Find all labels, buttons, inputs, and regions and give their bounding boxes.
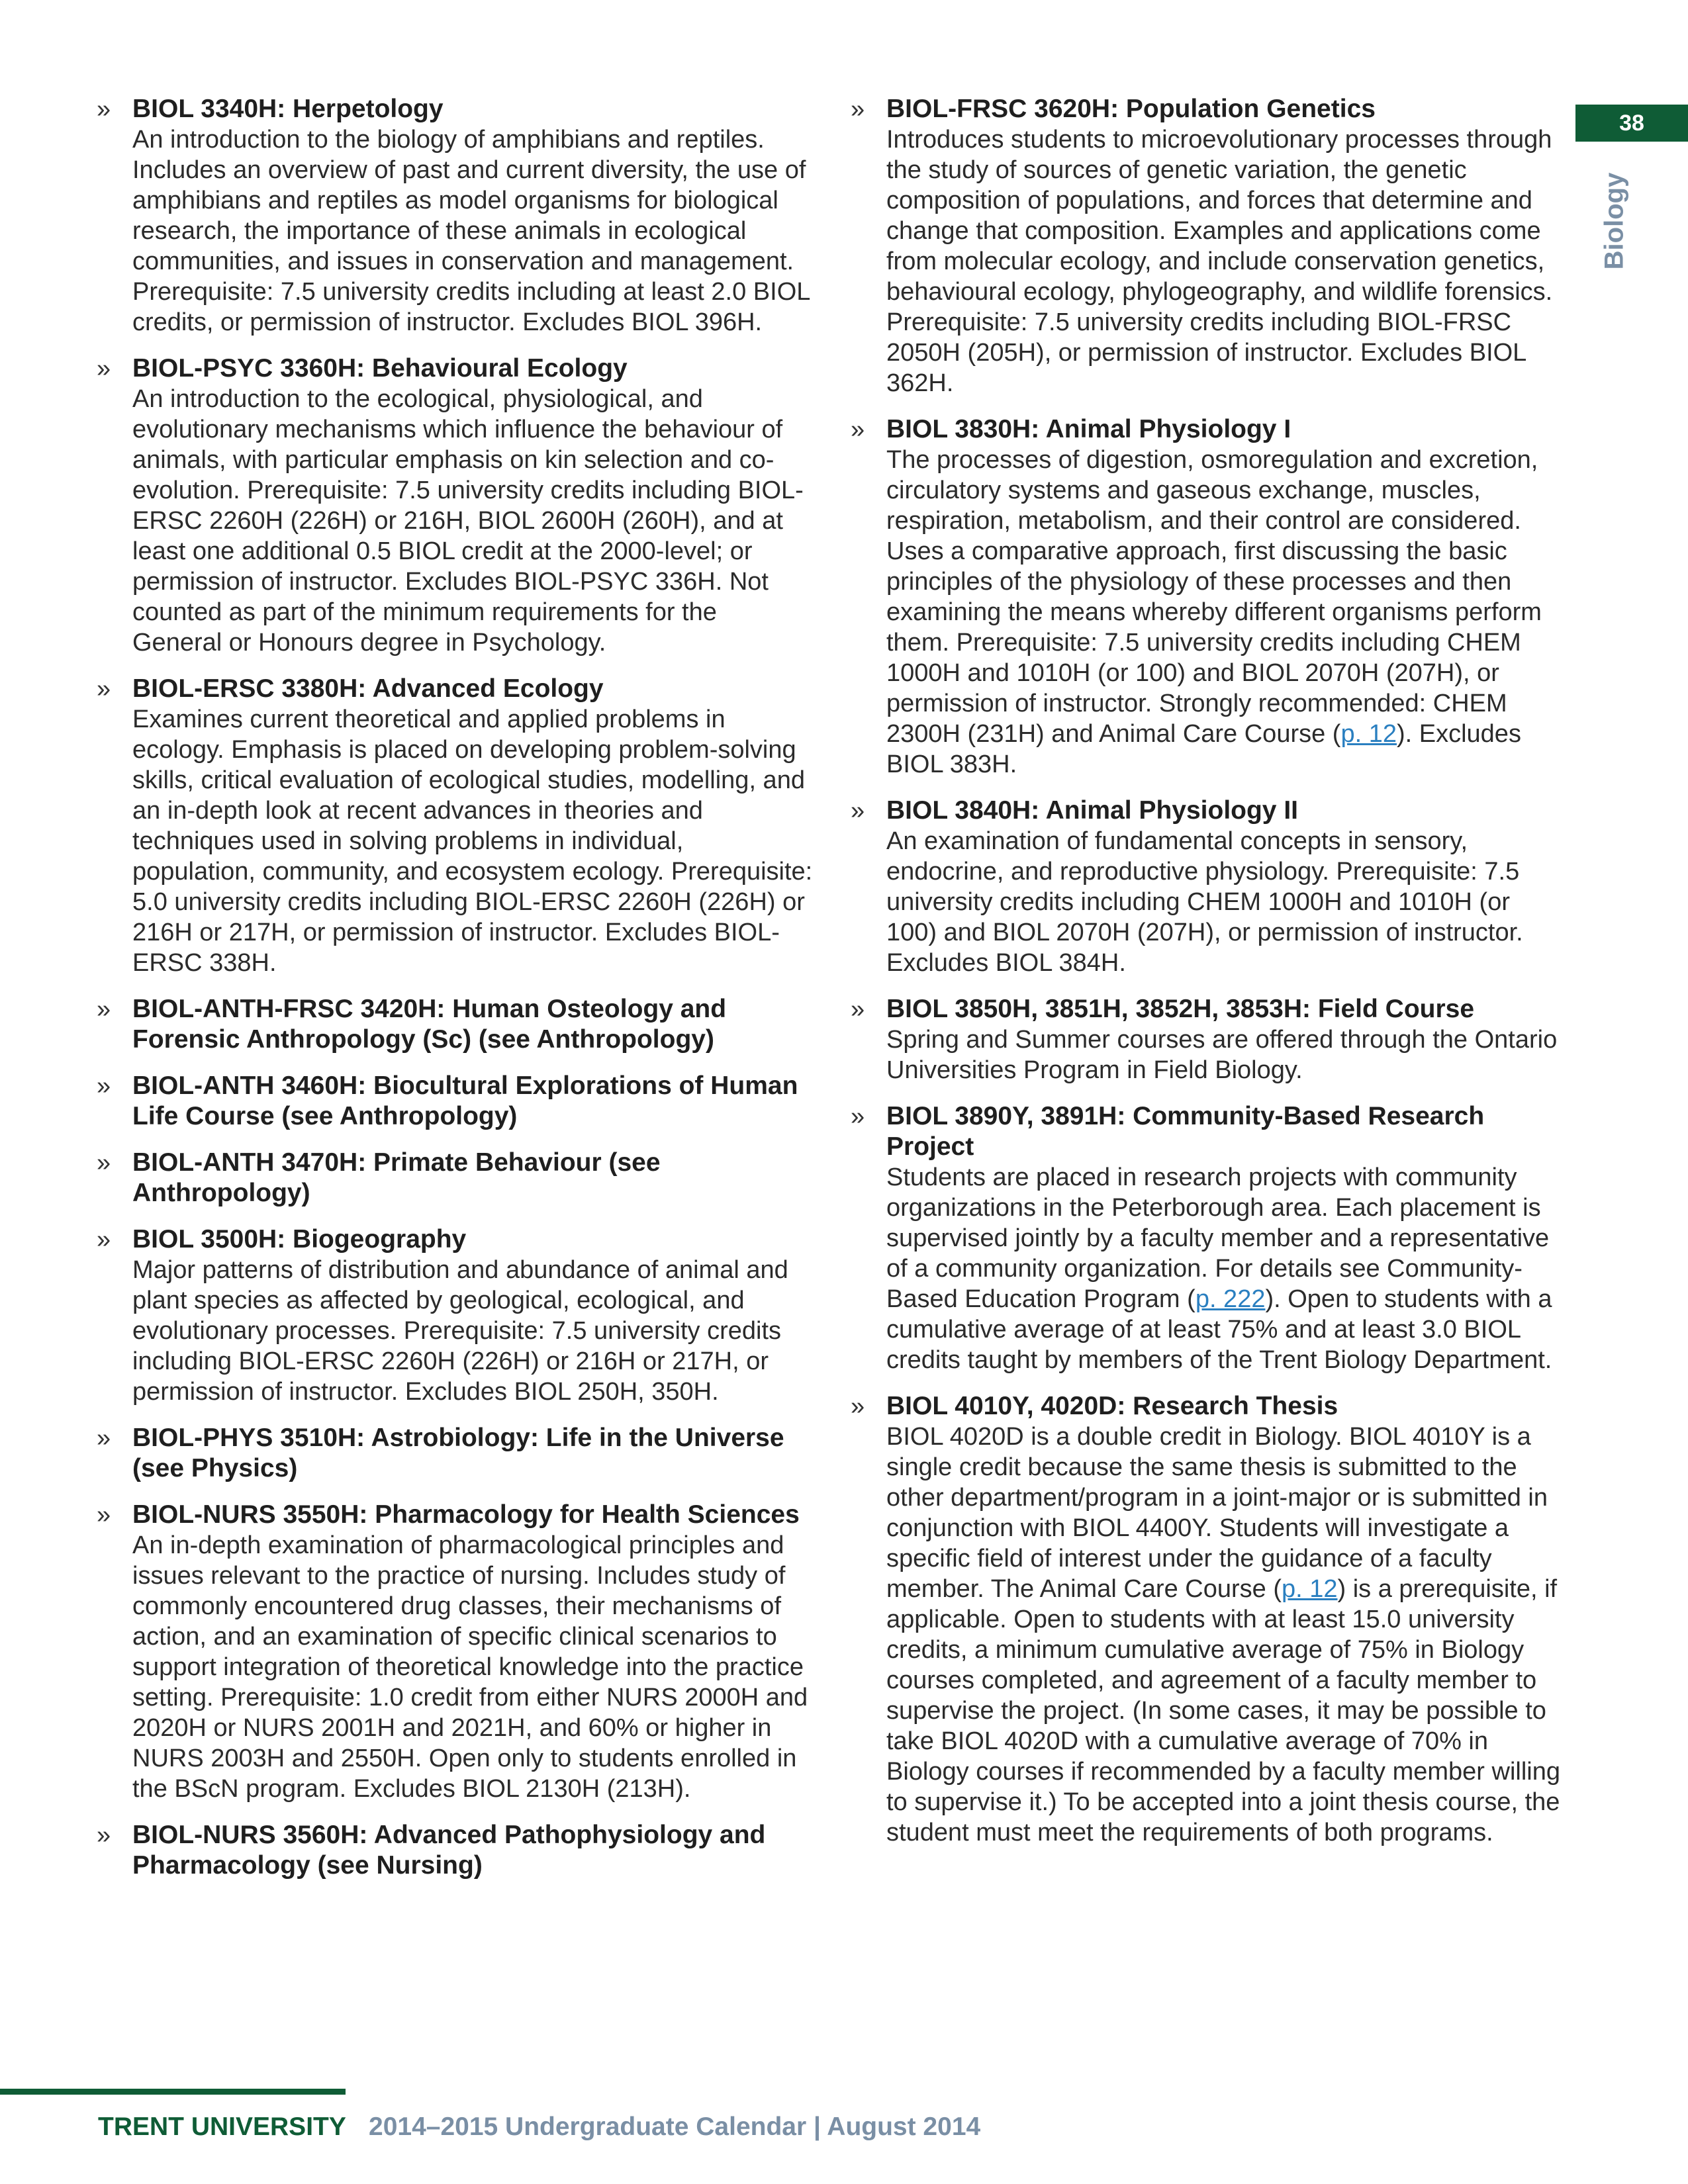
course-title: BIOL-NURS 3550H: Pharmacology for Health Sciences	[132, 1500, 800, 1529]
course-title: BIOL 3830H: Animal Physiology I	[886, 415, 1291, 443]
description-text: ) is a prerequisite, if applicable. Open to students with at least 15.0 university credits, a minimum cumulative average of 75% in Biology courses completed, and agreement of a faculty member to supervise the project. (In some cases, it may be possible to take BIOL 4020D with a cumulative average of 70% in Biology courses if recommended by a faculty member willing to supervise it.) To be accepted into a joint thesis course, the student must meet the requirements of both programs.	[886, 1575, 1560, 1846]
course-title: BIOL 3840H: Animal Physiology II	[886, 796, 1299, 825]
course-description	[886, 1422, 1564, 1848]
course-title: BIOL 3500H: Biogeography	[132, 1225, 467, 1253]
description-text: BIOL 4020D is a double credit in Biology. BIOL 4010Y is a single credit because the same thesis is submitted to the other department/program in a joint-major or is submitted in conjunction with BIOL 4400Y. Students will investigate a specific field of interest under the guidance of a faculty member. The Animal Care Course (	[886, 1423, 1548, 1603]
course-title: BIOL-ANTH-FRSC 3420H: Human Osteology and Forensic Anthropology (Sc) (see Anthropology)	[132, 995, 727, 1054]
description-text: ). Excludes BIOL 383H.	[886, 720, 1521, 778]
course-title: BIOL-ANTH 3470H: Primate Behaviour (see Anthropology)	[132, 1148, 661, 1207]
course-entry	[97, 1423, 813, 1484]
course-entry	[97, 94, 813, 338]
description-text: Spring and Summer courses are offered through the Ontario Universities Program in Field Biology.	[886, 1026, 1558, 1084]
description-text: An introduction to the biology of amphibians and reptiles. Includes an overview of past and current diversity, the use of amphibians and reptiles as model organisms for biological research, the importance of these animals in ecological communities, and issues in conservation and management. Prerequisite: 7.5 university credits including at least 2.0 BIOL credits, or permission of instructor. Excludes BIOL 396H.	[132, 126, 810, 336]
page-number: 38	[1619, 110, 1644, 136]
description-text: Examines current theoretical and applied problems in ecology. Emphasis is placed on developing problem-solving skills, critical evaluation of ecological studies, modelling, and an in-depth look at recent advances in theories and techniques used in solving problems in individual, population, community, and ecosystem ecology. Prerequisite: 5.0 university credits including BIOL-ERSC 2260H (226H) or 216H or 217H, or permission of instructor. Excludes BIOL-ERSC 338H.	[132, 705, 813, 977]
bullet-marker: »	[97, 1072, 111, 1100]
right-column	[851, 94, 1564, 1864]
course-description	[132, 704, 813, 978]
course-title: BIOL-ERSC 3380H: Advanced Ecology	[132, 674, 604, 703]
course-title: BIOL 4010Y, 4020D: Research Thesis	[886, 1392, 1338, 1420]
footer	[98, 2113, 980, 2142]
page-number-tab	[1575, 105, 1688, 142]
course-title: BIOL-PHYS 3510H: Astrobiology: Life in the Universe (see Physics)	[132, 1424, 784, 1482]
description-text: Students are placed in research projects with community organizations in the Peterborough area. Each placement is supervised jointly by a faculty member and a representative of a community organization. For details see Community-Based Education Program (	[886, 1163, 1550, 1313]
description-text: The processes of digestion, osmoregulation and excretion, circulatory systems and gaseous exchange, muscles, respiration, metabolism, and their control are considered. Uses a comparative approach, first discussing the basic principles of the physiology of these processes and then examining the means whereby different organisms perform them. Prerequisite: 7.5 university credits including CHEM 1000H and 1010H (or 100) and BIOL 2070H (207H), or permission of instructor. Strongly recommended: CHEM 2300H (231H) and Animal Care Course (	[886, 446, 1542, 748]
page-reference-link[interactable]: p. 12	[1281, 1575, 1338, 1603]
course-title: BIOL-ANTH 3460H: Biocultural Explorations of Human Life Course (see Anthropology)	[132, 1071, 798, 1130]
course-title: BIOL-PSYC 3360H: Behavioural Ecology	[132, 354, 628, 383]
course-description	[886, 1024, 1564, 1085]
description-text: Major patterns of distribution and abundance of animal and plant species as affected by geological, ecological, and evolutionary processes. Prerequisite: 7.5 university credits including BIOL-ERSC 2260H (226H) or 216H or 217H, or permission of instructor. Excludes BIOL 250H, 350H.	[132, 1256, 788, 1406]
course-description	[886, 445, 1564, 780]
course-entry	[97, 994, 813, 1055]
footer-calendar: 2014–2015 Undergraduate Calendar | August 2014	[369, 2113, 981, 2141]
course-title: BIOL 3340H: Herpetology	[132, 95, 444, 123]
course-title: BIOL-NURS 3560H: Advanced Pathophysiology and Pharmacology (see Nursing)	[132, 1821, 766, 1880]
bullet-marker: »	[97, 675, 111, 703]
description-text: An in-depth examination of pharmacological principles and issues relevant to the practice of nursing. Includes study of commonly encountered drug classes, their mechanisms of action, and an examination of specific clinical scenarios to support integration of theoretical knowledge into the practice setting. Prerequisite: 1.0 credit from either NURS 2000H and 2020H or NURS 2001H and 2021H, and 60% or higher in NURS 2003H and 2550H. Open only to students enrolled in the BScN program. Excludes BIOL 2130H (213H).	[132, 1531, 808, 1803]
course-description	[886, 124, 1564, 398]
page-reference-link[interactable]: p. 12	[1340, 720, 1397, 748]
left-column	[97, 94, 813, 1897]
course-entry	[97, 1071, 813, 1132]
course-description	[132, 1255, 813, 1407]
footer-rule	[0, 2089, 346, 2095]
bullet-marker: »	[851, 95, 865, 123]
bullet-marker: »	[851, 1392, 865, 1420]
footer-university: TRENT UNIVERSITY	[98, 2113, 346, 2141]
bullet-marker: »	[97, 1821, 111, 1849]
course-description	[886, 826, 1564, 978]
bullet-marker: »	[851, 995, 865, 1023]
course-description	[132, 1530, 813, 1804]
course-description	[132, 384, 813, 658]
bullet-marker: »	[851, 797, 865, 825]
course-entry	[97, 1500, 813, 1804]
course-entry	[97, 1148, 813, 1208]
course-description	[886, 1162, 1564, 1375]
bullet-marker: »	[97, 1424, 111, 1452]
course-entry	[851, 1391, 1564, 1848]
description-text: An examination of fundamental concepts in sensory, endocrine, and reproductive physiology. Prerequisite: 7.5 university credits including CHEM 1000H and 1010H (or 100) and BIOL 2070H (207H), or permission of instructor. Excludes BIOL 384H.	[886, 827, 1523, 977]
course-entry	[851, 94, 1564, 398]
course-entry	[851, 414, 1564, 780]
bullet-marker: »	[851, 1103, 865, 1130]
bullet-marker: »	[97, 1226, 111, 1253]
course-entry	[851, 1101, 1564, 1375]
page-reference-link[interactable]: p. 222	[1195, 1285, 1266, 1313]
bullet-marker: »	[97, 95, 111, 123]
bullet-marker: »	[97, 995, 111, 1023]
course-title: BIOL 3890Y, 3891H: Community-Based Research Project	[886, 1102, 1485, 1161]
course-entry	[851, 796, 1564, 978]
course-entry	[97, 1224, 813, 1407]
course-description	[132, 124, 813, 338]
description-text: Introduces students to microevolutionary processes through the study of sources of genetic variation, the genetic composition of populations, and forces that determine and change that composition. Examples and applications come from molecular ecology, and include conservation genetics, behavioural ecology, phylogeography, and wildlife forensics. Prerequisite: 7.5 university credits including BIOL-FRSC 2050H (205H), or permission of instructor. Excludes BIOL 362H.	[886, 126, 1553, 397]
course-title: BIOL-FRSC 3620H: Population Genetics	[886, 95, 1376, 123]
course-entry	[97, 1820, 813, 1881]
bullet-marker: »	[851, 416, 865, 443]
description-text: ). Open to students with a cumulative average of at least 75% and at least 3.0 BIOL credits taught by members of the Trent Biology Department.	[886, 1285, 1552, 1374]
section-label: Biology	[1599, 172, 1629, 270]
bullet-marker: »	[97, 1501, 111, 1529]
course-entry	[97, 674, 813, 978]
course-entry	[851, 994, 1564, 1085]
course-entry	[97, 353, 813, 658]
bullet-marker: »	[97, 355, 111, 383]
course-title: BIOL 3850H, 3851H, 3852H, 3853H: Field Course	[886, 995, 1475, 1023]
description-text: An introduction to the ecological, physiological, and evolutionary mechanisms which influence the behaviour of animals, with particular emphasis on kin selection and co-evolution. Prerequisite: 7.5 university credits including BIOL-ERSC 2260H (226H) or 216H, BIOL 2600H (260H), and at least one additional 0.5 BIOL credit at the 2000-level; or permission of instructor. Excludes BIOL-PSYC 336H. Not counted as part of the minimum requirements for the General or Honours degree in Psychology.	[132, 385, 804, 657]
bullet-marker: »	[97, 1149, 111, 1177]
